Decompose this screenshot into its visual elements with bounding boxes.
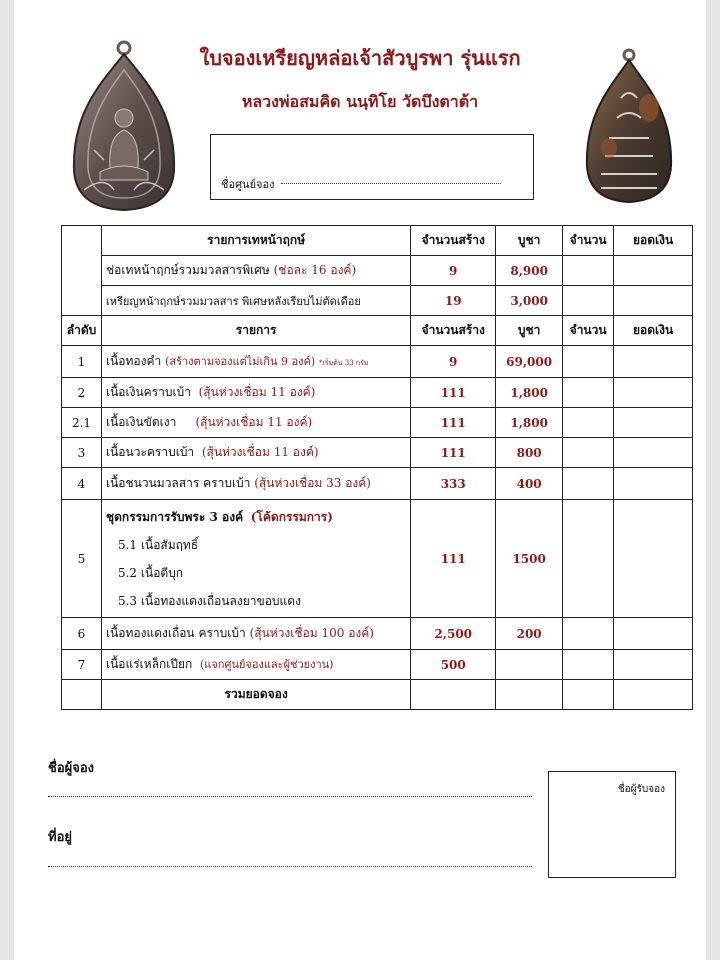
item-name: เนื้อนวะคราบเบ้า xyxy=(105,445,195,459)
committee-sub-item: 5.2 เนื้อตีบุก xyxy=(117,565,184,580)
row-number: 4 xyxy=(62,468,102,500)
item-note: (แจกศูนย์จองและผู้ช่วยงาน) xyxy=(199,658,334,671)
price-cell: 8,900 xyxy=(496,256,563,286)
qty-made-cell: 111 xyxy=(411,378,496,408)
address-field[interactable] xyxy=(48,866,532,867)
order-table xyxy=(61,225,693,710)
committee-item-cell xyxy=(101,500,410,618)
qty-input-cell[interactable] xyxy=(563,438,614,468)
item-note: (สุ้นห่วงเชื่อม 33 องค์) xyxy=(254,476,371,490)
amount-input-cell[interactable] xyxy=(614,650,693,680)
amount-input-cell[interactable] xyxy=(614,438,693,468)
committee-sub-item: 5.3 เนื้อทองแดงเถื่อนลงยาขอบแดง xyxy=(117,593,301,608)
committee-note: (โค้ดกรรมการ) xyxy=(250,509,333,524)
amount-input-cell[interactable] xyxy=(614,500,693,618)
item-note: (สุ้นห่วงเชื่อม 11 องค์) xyxy=(201,445,319,459)
amount-input-cell[interactable] xyxy=(614,256,693,286)
qty-input-cell[interactable] xyxy=(563,378,614,408)
table-row xyxy=(62,468,693,500)
item-cell xyxy=(101,650,410,680)
amount-input-cell[interactable] xyxy=(614,468,693,500)
col-header-item: รายการ xyxy=(101,316,410,346)
col-header-qty: จำนวน xyxy=(563,226,614,256)
price-cell: 1500 xyxy=(496,500,563,618)
col-header-no: ลำดับ xyxy=(62,316,102,346)
table-row xyxy=(62,650,693,680)
form-subtitle: หลวงพ่อสมคิด นนฺทิโย วัดบึงตาต้า xyxy=(241,92,479,111)
qty-made-cell: 9 xyxy=(411,256,496,286)
qty-made-cell: 9 xyxy=(411,346,496,378)
item-note: (สร้างตามจองแต่ไม่เกิน 9 องค์) xyxy=(165,355,316,368)
item-name: เนื้อชนวนมวลสาร คราบเบ้า xyxy=(105,476,251,490)
booking-center-field[interactable] xyxy=(281,183,501,184)
amount-input-cell[interactable] xyxy=(614,408,693,438)
table-row xyxy=(62,618,693,650)
item-cell xyxy=(101,346,410,378)
total-amount-cell[interactable] xyxy=(614,680,693,710)
qty-made-cell: 111 xyxy=(411,500,496,618)
total-row xyxy=(62,680,693,710)
row-number: 7 xyxy=(62,650,102,680)
receiver-signature-box[interactable] xyxy=(548,771,676,878)
receiver-label: ชื่อผู้รับจอง xyxy=(617,784,665,795)
special-item-cell xyxy=(101,256,410,286)
item-note: (สุ้นห่วงเชื่อม 11 องค์) xyxy=(195,415,313,429)
item-cell xyxy=(101,468,410,500)
item-name: เนื้อเงินขัดเงา xyxy=(105,415,177,429)
col-header-special-item: รายการเทหน้าฤกษ์ xyxy=(101,226,410,256)
blank-cell xyxy=(62,226,102,316)
item-note: (สุ้นห่วงเชื่อม 11 องค์) xyxy=(198,385,316,399)
table-row xyxy=(62,378,693,408)
col-header-amount: ยอดเงิน xyxy=(614,226,693,256)
item-cell xyxy=(101,618,410,650)
row-number: 5 xyxy=(62,500,102,618)
price-cell: 200 xyxy=(496,618,563,650)
special-item-name: เหรียญหน้าฤกษ์รวมมวลสาร พิเศษหลังเรียบไม่ตัดเดือย xyxy=(105,294,361,308)
qty-made-cell: 19 xyxy=(411,286,496,316)
qty-input-cell[interactable] xyxy=(563,500,614,618)
qty-input-cell[interactable] xyxy=(563,286,614,316)
special-row xyxy=(62,286,693,316)
row-number: 3 xyxy=(62,438,102,468)
special-item-cell xyxy=(101,286,410,316)
total-qty-made-cell xyxy=(411,680,496,710)
amount-input-cell[interactable] xyxy=(614,378,693,408)
booker-name-label: ชื่อผู้จอง xyxy=(48,761,95,776)
item-cell xyxy=(101,438,410,468)
item-name: เนื้อทองแดงเถื่อน คราบเบ้า xyxy=(105,626,246,640)
qty-made-cell: 111 xyxy=(411,438,496,468)
col-header-qty-made: จำนวนสร้าง xyxy=(411,316,496,346)
special-item-note: (ช่อละ 16 องค์) xyxy=(273,263,357,277)
row-number: 2.1 xyxy=(62,408,102,438)
item-name: เนื้อเงินคราบเบ้า xyxy=(105,385,191,399)
qty-input-cell[interactable] xyxy=(563,650,614,680)
item-name: เนื้อทองคำ xyxy=(105,354,162,368)
order-form-page xyxy=(14,0,706,960)
qty-input-cell[interactable] xyxy=(563,346,614,378)
price-cell: 1,800 xyxy=(496,378,563,408)
col-header-qty: จำนวน xyxy=(563,316,614,346)
committee-title: ชุดกรรมการรับพระ 3 องค์ xyxy=(105,509,244,524)
total-price-cell xyxy=(496,680,563,710)
table-row xyxy=(62,438,693,468)
booking-center-label: ชื่อศูนย์จอง xyxy=(221,178,275,191)
amount-input-cell[interactable] xyxy=(614,286,693,316)
qty-input-cell[interactable] xyxy=(563,408,614,438)
qty-made-cell: 333 xyxy=(411,468,496,500)
price-cell: 3,000 xyxy=(496,286,563,316)
total-label: รวมยอดจอง xyxy=(101,680,410,710)
blank-cell xyxy=(62,680,102,710)
special-header-row xyxy=(62,226,693,256)
qty-input-cell[interactable] xyxy=(563,468,614,500)
main-header-row xyxy=(62,316,693,346)
qty-made-cell: 2,500 xyxy=(411,618,496,650)
price-cell: 1,800 xyxy=(496,408,563,438)
total-qty-cell[interactable] xyxy=(563,680,614,710)
price-cell: 69,000 xyxy=(496,346,563,378)
special-item-name: ช่อเทหน้าฤกษ์รวมมวลสารพิเศษ xyxy=(105,263,270,277)
row-number: 1 xyxy=(62,346,102,378)
table-row xyxy=(62,408,693,438)
form-title: ใบจองเหรียญหล่อเจ้าสัวบูรพา รุ่นแรก xyxy=(199,46,521,70)
qty-made-cell: 111 xyxy=(411,408,496,438)
committee-row xyxy=(62,500,693,618)
row-number: 2 xyxy=(62,378,102,408)
amount-input-cell[interactable] xyxy=(614,618,693,650)
item-cell xyxy=(101,408,410,438)
committee-sub-item: 5.1 เนื้อสัมฤทธิ์ xyxy=(117,537,199,552)
price-cell: 400 xyxy=(496,468,563,500)
item-note: (สุ้นห่วงเชื่อม 100 องค์) xyxy=(249,626,374,640)
row-number: 6 xyxy=(62,618,102,650)
table-row xyxy=(62,346,693,378)
qty-made-cell: 500 xyxy=(411,650,496,680)
booker-name-field[interactable] xyxy=(48,796,532,797)
col-header-amount: ยอดเงิน xyxy=(614,316,693,346)
qty-input-cell[interactable] xyxy=(563,256,614,286)
price-cell: 800 xyxy=(496,438,563,468)
item-name: เนื้อแร่เหล็กเปียก xyxy=(105,657,193,671)
qty-input-cell[interactable] xyxy=(563,618,614,650)
special-row xyxy=(62,256,693,286)
amount-input-cell[interactable] xyxy=(614,346,693,378)
item-cell xyxy=(101,378,410,408)
item-extra-note: *เริ่มต้น 33 กรัม xyxy=(318,359,369,367)
col-header-qty-made: จำนวนสร้าง xyxy=(411,226,496,256)
booking-center-box xyxy=(210,134,534,200)
price-cell xyxy=(496,650,563,680)
col-header-price: บูชา xyxy=(496,226,563,256)
col-header-price: บูชา xyxy=(496,316,563,346)
address-label: ที่อยู่ xyxy=(48,830,72,845)
